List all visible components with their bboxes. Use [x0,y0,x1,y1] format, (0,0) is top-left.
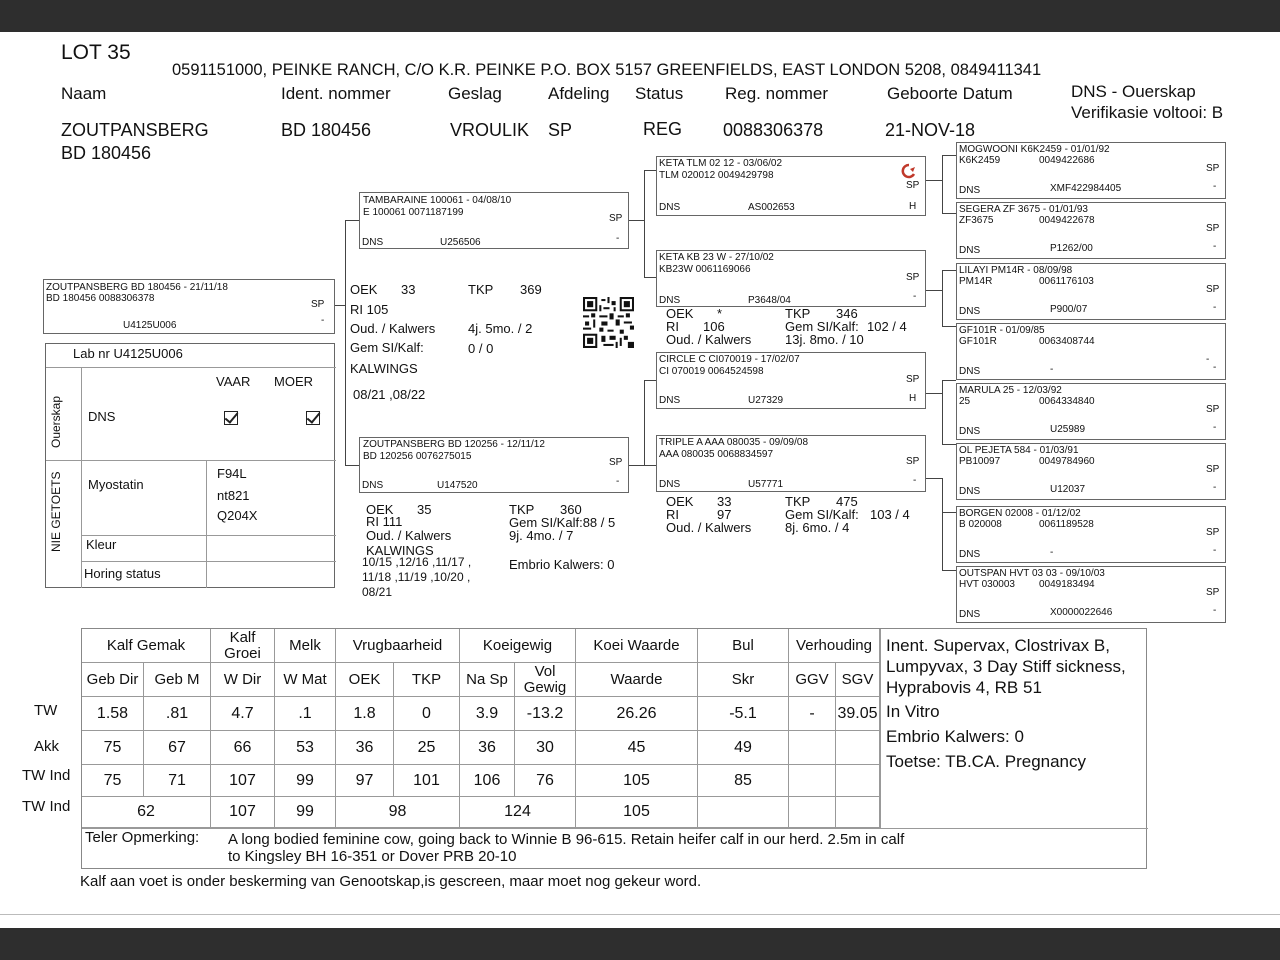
animal-ident: BD 180456 [281,120,372,140]
self-gem-value: 0 / 0 [468,341,494,356]
akk-cell: 49 [698,731,789,765]
tw-cell: 4.7 [211,697,275,731]
sub-header: Waarde [576,663,698,697]
ds-title: CIRCLE C CI070019 - 17/02/07 [659,354,800,365]
col-geslag: Geslag [448,84,502,103]
ss-title: KETA TLM 02 12 - 03/06/02 [659,158,783,169]
sub-header: OEK [336,663,394,697]
sd-tkp-value: 346 [836,306,858,321]
sub-header: Geb M [144,663,211,697]
animal-reg: 0088306378 [723,120,824,140]
gg-dna: X0000022646 [1050,607,1113,618]
teler-label: Teler Opmerking: [85,829,200,846]
sub-header: Na Sp [460,663,515,697]
group-header: Melk [275,629,336,663]
qr-code-icon [582,297,635,348]
gg-sp: - [1206,354,1210,365]
sd-ri-label: RI [666,319,679,334]
gg-title: GF101R - 01/09/85 [959,325,1045,336]
gg-dns: DNS [959,245,981,256]
gg-dns: DNS [959,609,981,620]
akk-cell: 36 [460,731,515,765]
self-dash: - [321,315,325,326]
gg-title: SEGERA ZF 3675 - 01/01/93 [959,204,1088,215]
gg-dns: DNS [959,185,981,196]
sd-title: KETA KB 23 W - 27/10/02 [659,252,774,263]
lab-nr: Lab nr U4125U006 [73,346,183,361]
sd-oek-label: OEK [666,306,694,321]
akk-cell: 53 [275,731,336,765]
akk-cell [836,731,880,765]
sd-oud-label: Oud. / Kalwers [666,332,752,347]
lab-ouerskap: Ouerskap [49,395,63,448]
sd-gem-label: Gem SI/Kalf: [785,319,859,334]
lot-number: LOT 35 [61,41,131,64]
tw-cell: 26.26 [576,697,698,731]
lab-myostatin: Myostatin [88,477,144,492]
animal-status: REG [643,119,683,139]
gg-dns: DNS [959,306,981,317]
gg-line2: B 020008 [959,519,1002,530]
self-gem-label: Gem SI/Kalf: [350,340,424,355]
great-grandparent-box [956,383,1226,440]
lab-horing: Horing status [84,566,161,581]
gg-title: MARULA 25 - 12/03/92 [959,385,1062,396]
akk-cell: 30 [515,731,576,765]
gg-dash: - [1213,181,1217,192]
vaccination-note: Inent. Supervax, Clostrivax B, Lumpyvax, 3 Day Stiff sickness, Hyprabovis 4, RB 51 [886,636,1126,697]
gg-reg: 0064334840 [1039,396,1095,407]
animal-pedigree-box [43,279,335,334]
animal-geslag: VROULIK [450,120,530,140]
divider [0,914,1280,915]
sub-header: Vol Gewig [515,663,576,697]
akk-cell: 36 [336,731,394,765]
dd-oud-label: Oud. / Kalwers [666,520,752,535]
ss-sp: SP [906,180,920,191]
akk-cell: 75 [82,731,144,765]
dd-line2: AAA 080035 0068834597 [659,449,773,460]
lab-m1: F94L [217,466,247,481]
owner-line: 0591151000, PEINKE RANCH, C/O K.R. PEINKE P.O. BOX 5157 GREENFIELDS, EAST LONDON 5208, 0849411341 [172,61,1042,79]
gg-reg: 0063408744 [1039,336,1095,347]
ds-line2: CI 070019 0064524598 [659,366,764,377]
dd-oek-value: 33 [717,494,732,509]
twind2-cell: 105 [576,797,698,828]
gg-line2: HVT 030003 [959,579,1015,590]
vaar-check-icon [224,411,238,425]
gg-reg: 0049183494 [1039,579,1095,590]
gg-line2: PM14R [959,276,993,287]
gg-title: LILAYI PM14R - 08/09/98 [959,265,1073,276]
gg-line2: ZF3675 [959,215,994,226]
tw-cell: -5.1 [698,697,789,731]
self-oud-value: 4j. 5mo. / 2 [468,321,533,336]
sd-line2: KB23W 0061169066 [659,264,751,275]
verification: Verifikasie voltooi: B [1071,103,1224,122]
dam-tkp-value: 360 [560,502,582,517]
gg-dash: - [1213,241,1217,252]
gg-sp: SP [1206,464,1220,475]
dam-sire-box [656,352,926,409]
bottom-bar [0,928,1280,960]
great-grandparent-box [956,506,1226,563]
row-label-tw: TW [34,702,58,719]
twind2-cell: 124 [460,797,576,828]
self-oud-label: Oud. / Kalwers [350,321,436,336]
ds-dna: U27329 [748,395,784,406]
gg-dna: - [1050,364,1054,375]
self-line2: BD 180456 0088306378 [46,293,155,304]
twind-cell: 76 [515,765,576,797]
teler-text: A long bodied feminine cow, going back to Winnie B 96-615. Retain heifer calf in our herd. 2.5m in calf to Kingsley BH 16-351 or Dover PRB 20-10 [228,831,905,865]
twind-cell: 107 [211,765,275,797]
akk-cell: 67 [144,731,211,765]
lab-moer: MOER [274,374,313,389]
sd-ri-value: 106 [703,319,725,334]
ds-h: H [909,393,917,404]
dam-oek-value: 35 [417,502,432,517]
embrio-note: Embrio Kalwers: 0 [886,727,1024,746]
twind2-cell [698,797,789,828]
epd-table [81,628,1147,869]
sd-sp: SP [906,272,920,283]
dam-ri: RI 111 [366,514,403,529]
dam-dna: U147520 [437,480,478,491]
sire-dna: U256506 [440,237,481,248]
col-reg: Reg. nommer [725,84,828,103]
sire-title: TAMBARAINE 100061 - 04/08/10 [363,195,512,206]
gg-dna: U25989 [1050,424,1086,435]
dns-title: DNS - Ouerskap [1071,82,1196,101]
dd-dash: - [913,475,917,486]
dd-oud-value: 8j. 6mo. / 4 [785,520,850,535]
sd-dash: - [913,291,917,302]
ss-line2: TLM 020012 0049429798 [659,170,774,181]
row-label-twind2: TW Ind [22,798,71,815]
gg-dns: DNS [959,366,981,377]
dam-kalwings-label: KALWINGS [366,543,434,558]
dd-title: TRIPLE A AAA 080035 - 09/09/08 [659,437,808,448]
dd-tkp-value: 475 [836,494,858,509]
gg-line2: K6K2459 [959,155,1001,166]
self-oek-value: 33 [401,282,416,297]
toetse-note: Toetse: TB.CA. Pregnancy [886,752,1087,771]
gg-dna: P900/07 [1050,304,1088,315]
great-grandparent-box [956,443,1226,500]
sd-oek-value: * [717,306,723,321]
gg-dash: - [1213,362,1217,373]
tw-cell: 3.9 [460,697,515,731]
sub-header: SGV [836,663,880,697]
sire-dam-box [656,250,926,307]
tw-cell: 39.05 [836,697,880,731]
col-afdeling: Afdeling [548,84,610,103]
twind-cell: 97 [336,765,394,797]
dam-oek-label: OEK [366,502,394,517]
col-ident: Ident. nommer [281,84,391,103]
gg-line2: PB10097 [959,456,1001,467]
ss-dna: AS002653 [748,202,795,213]
col-geboorte: Geboorte Datum [887,84,1013,103]
dd-gem-value: 103 / 4 [870,507,910,522]
gg-sp: SP [1206,404,1220,415]
tw-cell: 0 [394,697,460,731]
tw-cell: 1.8 [336,697,394,731]
group-header: Verhouding [789,629,880,663]
dd-ri-label: RI [666,507,679,522]
akk-cell [789,731,836,765]
great-grandparent-box [956,202,1226,259]
dd-gem-label: Gem SI/Kalf: [785,507,859,522]
sub-header: W Dir [211,663,275,697]
dam-oud-value: 9j. 4mo. / 7 [509,528,574,543]
tw-cell: 1.58 [82,697,144,731]
dam-dns: DNS [362,480,384,491]
sub-header: W Mat [275,663,336,697]
dam-dam-box [656,435,926,492]
great-grandparent-box [956,323,1226,380]
group-header: Kalf Groei [211,629,275,663]
self-kalwings-label: KALWINGS [350,361,418,376]
twind-cell: 106 [460,765,515,797]
twind2-cell: 98 [336,797,460,828]
gg-line2: GF101R [959,336,997,347]
twind2-cell: 99 [275,797,336,828]
sire-box [359,192,629,249]
akk-cell: 25 [394,731,460,765]
twind2-cell: 107 [211,797,275,828]
dam-line2: BD 120256 0076275015 [363,451,472,462]
sd-oud-value: 13j. 8mo. / 10 [785,332,864,347]
dd-dns: DNS [659,479,681,490]
sub-header: TKP [394,663,460,697]
notes-divider [880,629,881,828]
group-header: Koei Waarde [576,629,698,663]
sire-sp: SP [609,213,623,224]
group-header: Koeigewig [460,629,576,663]
lab-m3: Q204X [217,508,258,523]
twind2-cell [789,797,836,828]
gg-sp: SP [1206,163,1220,174]
group-header: Bul [698,629,789,663]
self-ri: RI 105 [350,302,389,317]
animal-name-2: BD 180456 [61,143,152,163]
akk-cell: 45 [576,731,698,765]
twind-cell [789,765,836,797]
twind-cell: 105 [576,765,698,797]
twind-cell: 99 [275,765,336,797]
gg-dash: - [1213,482,1217,493]
lab-m2: nt821 [217,488,250,503]
gg-title: OL PEJETA 584 - 01/03/91 [959,445,1079,456]
sire-dash: - [616,233,620,244]
ss-dns: DNS [659,202,681,213]
dd-sp: SP [906,456,920,467]
gg-title: MOGWOONI K6K2459 - 01/01/92 [959,144,1110,155]
col-status: Status [635,84,684,103]
gg-dash: - [1213,605,1217,616]
award-logo-icon [901,163,917,179]
self-oek-label: OEK [350,282,378,297]
gg-sp: SP [1206,527,1220,538]
gg-dash: - [1213,545,1217,556]
sd-dna: P3648/04 [748,295,791,306]
moer-check-icon [306,411,320,425]
in-vitro-note: In Vitro [886,702,940,721]
group-header: Kalf Gemak [82,629,211,663]
gg-dash: - [1213,422,1217,433]
dam-oud-label: Oud. / Kalwers [366,528,452,543]
twind-cell: 101 [394,765,460,797]
gg-dash: - [1213,302,1217,313]
gg-dns: DNS [959,486,981,497]
gg-title: BORGEN 02008 - 01/12/02 [959,508,1081,519]
self-title: ZOUTPANSBERG BD 180456 - 21/11/18 [46,282,228,293]
great-grandparent-box [956,566,1226,623]
twind2-cell [836,797,880,828]
lab-kleur: Kleur [86,537,117,552]
gg-reg: 0049784960 [1039,456,1095,467]
animal-dob: 21-NOV-18 [885,120,976,140]
great-grandparent-box [956,263,1226,320]
lab-results-panel [45,343,335,588]
sd-gem-value: 102 / 4 [867,319,907,334]
row-label-twind: TW Ind [22,767,71,784]
dam-sp: SP [609,457,623,468]
gg-title: OUTSPAN HVT 03 03 - 09/10/03 [959,568,1105,579]
gg-sp: SP [1206,223,1220,234]
dam-gem: Gem SI/Kalf:88 / 5 [509,515,616,530]
dam-dash: - [616,476,620,487]
gg-dns: DNS [959,426,981,437]
dam-kalwings-2: 11/18 ,11/19 ,10/20 , [362,570,471,584]
twind2-cell: 62 [82,797,211,828]
tw-cell: .1 [275,697,336,731]
dd-tkp-label: TKP [785,494,811,509]
sub-header: GGV [789,663,836,697]
twind-cell: 71 [144,765,211,797]
dam-embrio: Embrio Kalwers: 0 [509,557,615,572]
sire-dns: DNS [362,237,384,248]
dd-dna: U57771 [748,479,784,490]
animal-afdeling: SP [548,120,573,140]
tw-cell: -13.2 [515,697,576,731]
twind-cell: 85 [698,765,789,797]
ds-sp: SP [906,374,920,385]
gg-dna: U12037 [1050,484,1086,495]
gg-reg: 0049422686 [1039,155,1095,166]
ss-h: H [909,201,917,212]
gg-reg: 0061189528 [1039,519,1094,530]
tw-cell: .81 [144,697,211,731]
gg-reg: 0061176103 [1039,276,1094,287]
gg-sp: SP [1206,284,1220,295]
top-bar [0,0,1280,32]
group-header: Vrugbaarheid [336,629,460,663]
dam-box [359,437,629,493]
self-kalwings-value: 08/21 ,08/22 [353,387,426,402]
gg-reg: 0049422678 [1039,215,1095,226]
gg-dna: - [1050,547,1054,558]
dd-ri-value: 97 [717,507,732,522]
sd-tkp-label: TKP [785,306,811,321]
twind-cell: 75 [82,765,144,797]
self-dna: U4125U006 [123,320,177,331]
self-tkp-label: TKP [468,282,494,297]
footer-note: Kalf aan voet is onder beskerming van Genootskap,is gescreen, maar moet nog gekeur word. [80,873,702,890]
gg-sp: SP [1206,587,1220,598]
sire-line2: E 100061 0071187199 [363,207,464,218]
gg-dna: XMF422984405 [1050,183,1122,194]
twind-cell [836,765,880,797]
lab-dns: DNS [88,409,116,424]
lab-nie-getoets: NIE GETOETS [49,471,63,552]
row-label-akk: Akk [34,738,60,755]
sub-header: Skr [698,663,789,697]
dam-tkp-label: TKP [509,502,535,517]
dam-kalwings-3: 08/21 [362,585,393,599]
dam-kalwings-1: 10/15 ,12/16 ,11/17 , [362,555,472,569]
gg-dns: DNS [959,549,981,560]
sub-header: Geb Dir [82,663,144,697]
self-sp: SP [311,299,325,310]
gg-line2: 25 [959,396,971,407]
dd-oek-label: OEK [666,494,694,509]
gg-dna: P1262/00 [1050,243,1093,254]
sd-dns: DNS [659,295,681,306]
self-tkp-value: 369 [520,282,542,297]
dam-title: ZOUTPANSBERG BD 120256 - 12/11/12 [363,439,545,450]
sire-sire-box [656,156,926,216]
col-naam: Naam [61,84,107,103]
tw-cell: - [789,697,836,731]
akk-cell: 66 [211,731,275,765]
animal-name: ZOUTPANSBERG [61,120,209,140]
lab-vaar: VAAR [216,374,251,389]
great-grandparent-box [956,142,1226,199]
ds-dns: DNS [659,395,681,406]
